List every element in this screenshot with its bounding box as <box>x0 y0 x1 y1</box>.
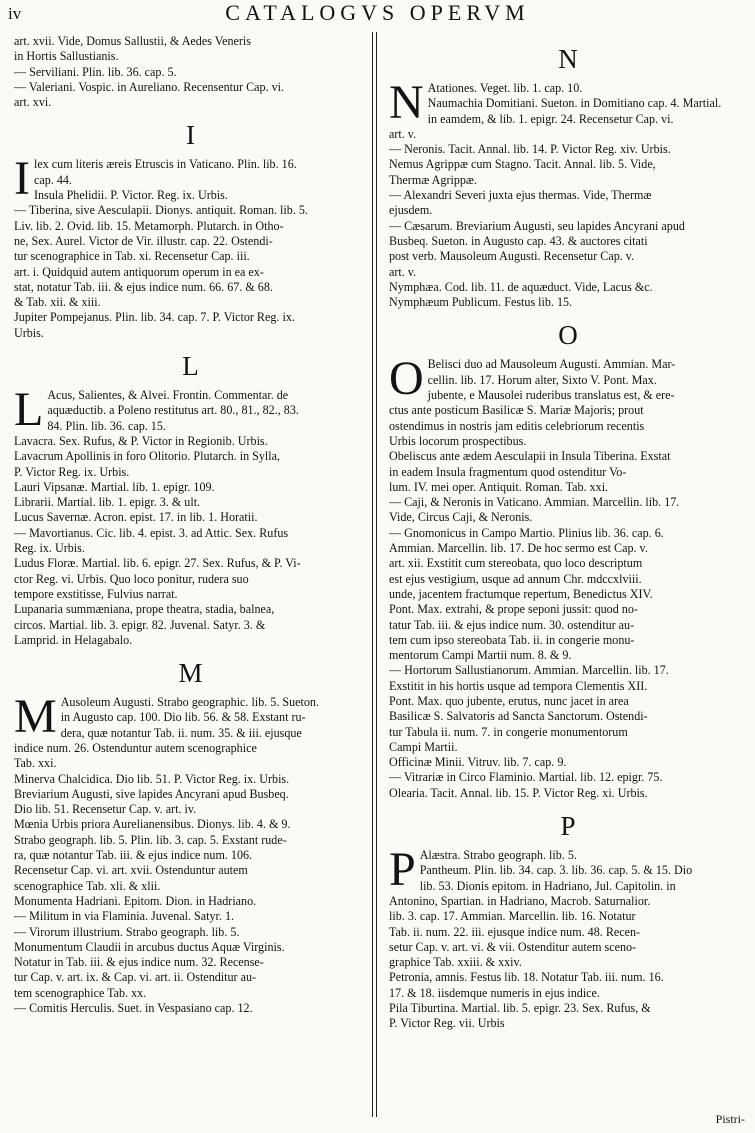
entry-line: art. v. <box>389 264 417 279</box>
catalog-entry <box>14 480 367 495</box>
drop-initial: P <box>389 843 416 897</box>
entry-line: indice num. 26. Ostenduntur autem scenographice <box>14 740 257 755</box>
catalog-entry <box>389 295 747 310</box>
catalog-entry <box>389 449 747 495</box>
drop-initial: M <box>14 690 57 744</box>
entry-line: est ejus vestigium, usque ad annum Chr. mdccxlviii. <box>389 571 642 586</box>
entry-line: Recensetur Cap. vi. art. xvii. Ostenduntur autem <box>14 863 248 878</box>
catalog-entry <box>14 434 367 449</box>
drop-initial: N <box>389 76 424 129</box>
catalog-entry <box>389 526 747 664</box>
entry-line: Insula Phelidii. P. Victor. Reg. ix. Urbis. <box>33 188 228 203</box>
entry-line: ctor Reg. vi. Urbis. Quo loco ponitur, rudera suo <box>14 571 249 586</box>
entry-line: Pantheum. Plin. lib. 34. cap. 3. lib. 36. cap. 5. & 15. Dio <box>419 863 693 878</box>
catalog-entry <box>14 510 367 525</box>
catalog-entry <box>14 556 367 602</box>
catalog-entry <box>389 188 747 219</box>
catchword: Pistri- <box>715 1112 745 1126</box>
entry-line: P. Victor Reg. ix. Urbis. <box>14 464 130 479</box>
catalog-entry <box>389 219 747 280</box>
column-rule <box>376 32 377 1117</box>
entry-line: Naumachia Domitiani. Sueton. in Domitiano cap. 4. Martial. <box>427 96 722 111</box>
entry-line: Nemus Agrippæ cum Stagno. Tacit. Annal. lib. 5. Vide, <box>389 157 656 172</box>
entry-line: aquæductib. a Poleno restitutus art. 80., 81., 82., 83. <box>47 403 299 418</box>
left-column <box>14 34 367 1016</box>
entry-line: — Alexandri Severi juxta ejus thermas. Vide, Thermæ <box>389 188 652 203</box>
entry-line: art. i. Quidquid autem antiquorum operum in ea ex- <box>14 264 264 279</box>
entry-line: Lavacrum Apollinis in foro Olitorio. Plutarch. in Sylla, <box>14 449 281 464</box>
entry-line: Pila Tiburtina. Martial. lib. 5. epigr. 23. Sex. Rufus, & <box>389 1001 651 1016</box>
catalog-entry <box>389 352 747 449</box>
entry-line: Breviarium Augusti, sive lapides Ancyrani apud Busbeq. <box>14 786 289 801</box>
entry-line: Reg. ix. Urbis. <box>14 541 85 556</box>
entry-line: art. v. <box>389 126 417 141</box>
entry-line: — Vitrariæ in Circo Flaminio. Martial. lib. 12. epigr. 75. <box>389 770 663 785</box>
entry-line: tur Cap. v. art. ix. & Cap. vi. art. ii. Ostenditur au- <box>14 970 257 985</box>
entry-line: — Caji, & Neronis in Vaticano. Ammian. Marcellin. lib. 17. <box>389 495 680 510</box>
catalog-entry <box>14 449 367 480</box>
entry-line: Thermæ Agrippæ. <box>389 172 478 187</box>
catalog-entry <box>389 663 747 755</box>
catalog-entry <box>14 690 367 771</box>
entry-line: art. xvii. Vide, Domus Sallustii, & Aedes Veneris <box>14 34 251 48</box>
entry-line: Alæstra. Strabo geograph. lib. 5. <box>419 848 577 863</box>
entry-line: Olearia. Tacit. Annal. lib. 15. P. Victor Reg. xi. Urbis. <box>389 785 648 800</box>
entry-line: Exstitit in his hortis usque ad tempora Clementis XII. <box>389 678 648 693</box>
entry-line: Liv. lib. 2. Ovid. lib. 15. Metamorph. Plutarch. in Otho- <box>14 218 284 233</box>
catalog-entry <box>14 817 367 893</box>
entry-line: — Neronis. Tacit. Annal. lib. 14. P. Victor Reg. xiv. Urbis. <box>389 142 671 157</box>
entry-line: 84. Plin. lib. 36. cap. 15. <box>47 418 166 433</box>
entry-line: Librarii. Martial. lib. 1. epigr. 3. & ult. <box>14 495 201 510</box>
section-letter: O <box>558 320 578 351</box>
entry-line: — Gnomonicus in Campo Martio. Plinius lib. 36. cap. 6. <box>389 525 664 540</box>
entry-line: Basilicæ S. Salvatoris ad Sancta Sanctorum. Ostendi- <box>389 709 648 724</box>
entry-line: lex cum literis æreis Etruscis in Vaticano. Plin. lib. 16. <box>33 157 297 172</box>
entry-line: tem cum ipso stereobata Tab. ii. in congerie monu- <box>389 632 635 647</box>
entry-line: in Hortis Sallustianis. <box>14 49 119 64</box>
catalog-entry <box>389 157 747 188</box>
entry-line: dera, quæ notantur Tab. ii. num. 35. & iii. ejusque <box>60 725 302 740</box>
entry-line: Officinæ Minii. Vitruv. lib. 7. cap. 9. <box>389 755 567 770</box>
catalog-entry <box>389 495 747 526</box>
catalog-entry <box>14 1001 367 1016</box>
catalog-entry <box>14 65 367 80</box>
entry-line: graphice Tab. xxiii. & xxiv. <box>389 955 522 970</box>
entry-line: Lucus Savernæ. Acron. epist. 17. in lib. 1. Horatii. <box>14 510 258 525</box>
entry-line: ctus ante posticum Basilicæ S. Mariæ Majoris; prout <box>389 403 644 418</box>
entry-line: art. xii. Exstitit cum stereobata, quo loco descriptum <box>389 556 643 571</box>
catalog-entry <box>14 526 367 557</box>
entry-line: lib. 3. cap. 17. Ammian. Marcellin. lib. 16. Notatur <box>389 909 636 924</box>
entry-line: — Valeriani. Vospic. in Aureliano. Recensentur Cap. vi. <box>14 79 285 94</box>
entry-line: in eadem Insula fragmentum quod ostenditur Vo- <box>389 464 627 479</box>
catalog-entry <box>14 909 367 924</box>
right-column <box>389 34 747 1032</box>
entry-line: Ammian. Marcellin. lib. 17. De hoc sermo est Cap. v. <box>389 541 648 556</box>
entry-line: P. Victor Reg. vii. Urbis <box>389 1016 505 1031</box>
catalog-entry <box>389 280 747 295</box>
entry-line: cap. 44. <box>33 172 72 187</box>
entry-line: Urbis locorum prospectibus. <box>389 433 527 448</box>
entry-line: Lavacra. Sex. Rufus, & P. Victor in Regionib. Urbis. <box>14 433 268 448</box>
entry-line: cellin. lib. 17. Horum alter, Sixto V. Pont. Max. <box>427 372 657 387</box>
entry-line: mentorum Campi Martii num. 8. & 9. <box>389 648 572 663</box>
entry-line: Belisci duo ad Mausoleum Augusti. Ammian. Mar- <box>427 357 676 372</box>
entry-line: Minerva Chalcidica. Dio lib. 51. P. Victor Reg. ix. Urbis. <box>14 771 290 786</box>
entry-line: ne, Sex. Aurel. Victor de Vir. illustr. cap. 22. Ostendi- <box>14 233 273 248</box>
catalog-entry <box>14 203 367 310</box>
entry-line: ra, quæ notantur Tab. iii. & ejus indice num. 106. <box>14 848 253 863</box>
entry-line: 17. & 18. iisdemque numeris in ejus indice. <box>389 985 600 1000</box>
drop-initial: I <box>14 152 30 206</box>
entry-line: in Augusto cap. 100. Dio lib. 56. & 58. Exstant ru- <box>60 710 306 725</box>
entry-line: tur Tabula ii. num. 7. in congerie monumentorum <box>389 724 628 739</box>
catalog-entry <box>14 310 367 341</box>
entry-line: circos. Martial. lib. 3. epigr. 82. Juvenal. Satyr. 3. & <box>14 617 266 632</box>
entry-line: stat, notatur Tab. iii. & ejus indice num. 66. 67. & 68. <box>14 279 273 294</box>
catalog-entry <box>389 755 747 770</box>
entry-line: art. xvi. <box>14 95 52 110</box>
entry-line: tempore exstitisse, Fulvius narrat. <box>14 586 178 601</box>
entry-line: — Serviliani. Plin. lib. 36. cap. 5. <box>14 64 177 79</box>
section-letter: N <box>558 44 578 74</box>
catalog-entry <box>14 34 367 65</box>
entry-line: Tab. xxi. <box>14 756 57 771</box>
entry-line: & Tab. xii. & xiii. <box>14 295 101 310</box>
entry-line: — Militum in via Flaminia. Juvenal. Satyr. 1. <box>14 909 235 924</box>
entry-line: Pont. Max. quo jubente, erutus, nunc jacet in area <box>389 693 629 708</box>
page-number: iv <box>8 4 22 23</box>
entry-line: lib. 53. Dionis epitom. in Hadriano, Jul. Capitolin. in <box>419 878 676 893</box>
entry-line: post verb. Mausoleum Augusti. Recensetur Cap. v. <box>389 249 635 264</box>
entry-line: Lamprid. in Helagabalo. <box>14 632 133 647</box>
entry-line: tem scenographice Tab. xx. <box>14 985 147 1000</box>
entry-line: setur Cap. v. art. vi. & vii. Ostenditur autem sceno- <box>389 939 637 954</box>
entry-line: — Mavortianus. Cic. lib. 4. epist. 3. ad Attic. Sex. Rufus <box>14 525 289 540</box>
entry-line: Dio lib. 51. Recensetur Cap. v. art. iv. <box>14 802 197 817</box>
catalog-entry <box>389 1001 747 1032</box>
catalog-entry <box>14 925 367 940</box>
entry-line: — Cæsarum. Breviarium Augusti, seu lapides Ancyrani apud <box>389 218 685 233</box>
drop-initial: L <box>14 383 44 437</box>
entry-line: in eamdem, & lib. 1. epigr. 24. Recensetur Cap. vi. <box>427 111 674 126</box>
entry-line: Lauri Vipsanæ. Martial. lib. 1. epigr. 109. <box>14 479 215 494</box>
page-header <box>0 0 755 26</box>
entry-line: Monumentum Claudii in arcubus ductus Aquæ Virginis. <box>14 939 285 954</box>
entry-line: Vide, Circus Caji, & Neronis. <box>389 510 533 525</box>
entry-line: Jupiter Pompejanus. Plin. lib. 34. cap. 7. P. Victor Reg. ix. <box>14 310 295 325</box>
entry-line: Tab. ii. num. 22. iii. ejusque indice num. 48. Recen- <box>389 924 641 939</box>
entry-line: jubente, e Mausolei ruderibus translatus est, & ere- <box>427 388 675 403</box>
catalog-entry <box>14 383 367 437</box>
entry-line: Atationes. Veget. lib. 1. cap. 10. <box>427 81 583 95</box>
entry-line: Ausoleum Augusti. Strabo geographic. lib. 5. Sueton. <box>60 695 320 710</box>
catalog-entry <box>14 188 367 203</box>
entry-line: Nymphæum Publicum. Festus lib. 15. <box>389 295 573 310</box>
catalog-entry <box>14 772 367 818</box>
entry-line: scenographice Tab. xli. & xlii. <box>14 878 161 893</box>
catalog-entry <box>389 786 747 801</box>
entry-line: Lupanaria summæniana, prope theatra, stadia, balnea, <box>14 602 275 617</box>
section-letter: L <box>182 351 199 382</box>
entry-line: Nymphæa. Cod. lib. 11. de aquæduct. Vide, Lacus &c. <box>389 279 653 294</box>
entry-line: unde, jacentem fractumque repertum, Benedictus XIV. <box>389 586 653 601</box>
drop-initial: O <box>389 352 424 406</box>
entry-line: Mœnia Urbis priora Aurelianensibus. Dionys. lib. 4. & 9. <box>14 817 291 832</box>
entry-line: Strabo geograph. lib. 5. Plin. lib. 3. cap. 5. Exstant rude- <box>14 832 287 847</box>
catalog-entry <box>14 80 367 111</box>
entry-line: — Virorum illustrium. Strabo geograph. lib. 5. <box>14 924 240 939</box>
entry-line: Petronia, amnis. Festus lib. 18. Notatur Tab. iii. num. 16. <box>389 970 664 985</box>
entry-line: lum. IV. mei oper. Antiquit. Roman. Tab. xxi. <box>389 479 609 494</box>
column-rule <box>372 32 373 1117</box>
entry-line: tatur Tab. iii. & ejus indice num. 30. ostenditur au- <box>389 617 635 632</box>
catalog-entry <box>389 970 747 1001</box>
catalog-entry <box>14 940 367 1001</box>
entry-line: Ludus Floræ. Martial. lib. 6. epigr. 27. Sex. Rufus, & P. Vi- <box>14 556 301 571</box>
entry-line: — Tiberina, sive Aesculapii. Dionys. antiquit. Roman. lib. 5. <box>14 203 308 218</box>
entry-line: — Hortorum Sallustianorum. Ammian. Marcellin. lib. 17. <box>389 663 669 678</box>
entry-line: — Comitis Herculis. Suet. in Vespasiano cap. 12. <box>14 1001 253 1016</box>
running-title: CATALOGVS OPERVM <box>225 0 530 25</box>
section-letter: I <box>186 120 195 151</box>
catalog-entry <box>389 863 747 970</box>
entry-line: Busbeq. Sueton. in Augusto cap. 43. & auctores citati <box>389 233 648 248</box>
entry-line: Obeliscus ante ædem Aesculapii in Insula Tiberina. Exstat <box>389 449 671 464</box>
catalog-entry <box>389 770 747 785</box>
entry-line: tur scenographice in Tab. xi. Recensetur Cap. iii. <box>14 249 250 264</box>
entry-line: Acus, Salientes, & Alvei. Frontin. Commentar. de <box>47 388 289 403</box>
entry-line: Urbis. <box>14 325 44 340</box>
catalog-entry <box>14 495 367 510</box>
section-letter: M <box>178 658 203 689</box>
catalog-entry <box>389 142 747 157</box>
entry-line: ejusdem. <box>389 203 433 218</box>
entry-line: Notatur in Tab. iii. & ejus indice num. 32. Recense- <box>14 955 264 970</box>
entry-line: Campi Martii. <box>389 739 458 754</box>
entry-line: ostendimus in nostris jam editis celebriorum recentis <box>389 418 645 433</box>
entry-line: Monumenta Hadriani. Epitom. Dion. in Hadriano. <box>14 893 257 908</box>
entry-line: Pont. Max. extrahi, & prope seponi jussit: quod no- <box>389 602 638 617</box>
catalog-entry <box>14 894 367 909</box>
section-letter: P <box>560 811 576 842</box>
catalog-entry <box>14 602 367 648</box>
entry-line: Antonino, Spartian. in Hadriano, Macrob. Saturnalior. <box>389 893 651 908</box>
catalog-entry <box>389 96 747 142</box>
